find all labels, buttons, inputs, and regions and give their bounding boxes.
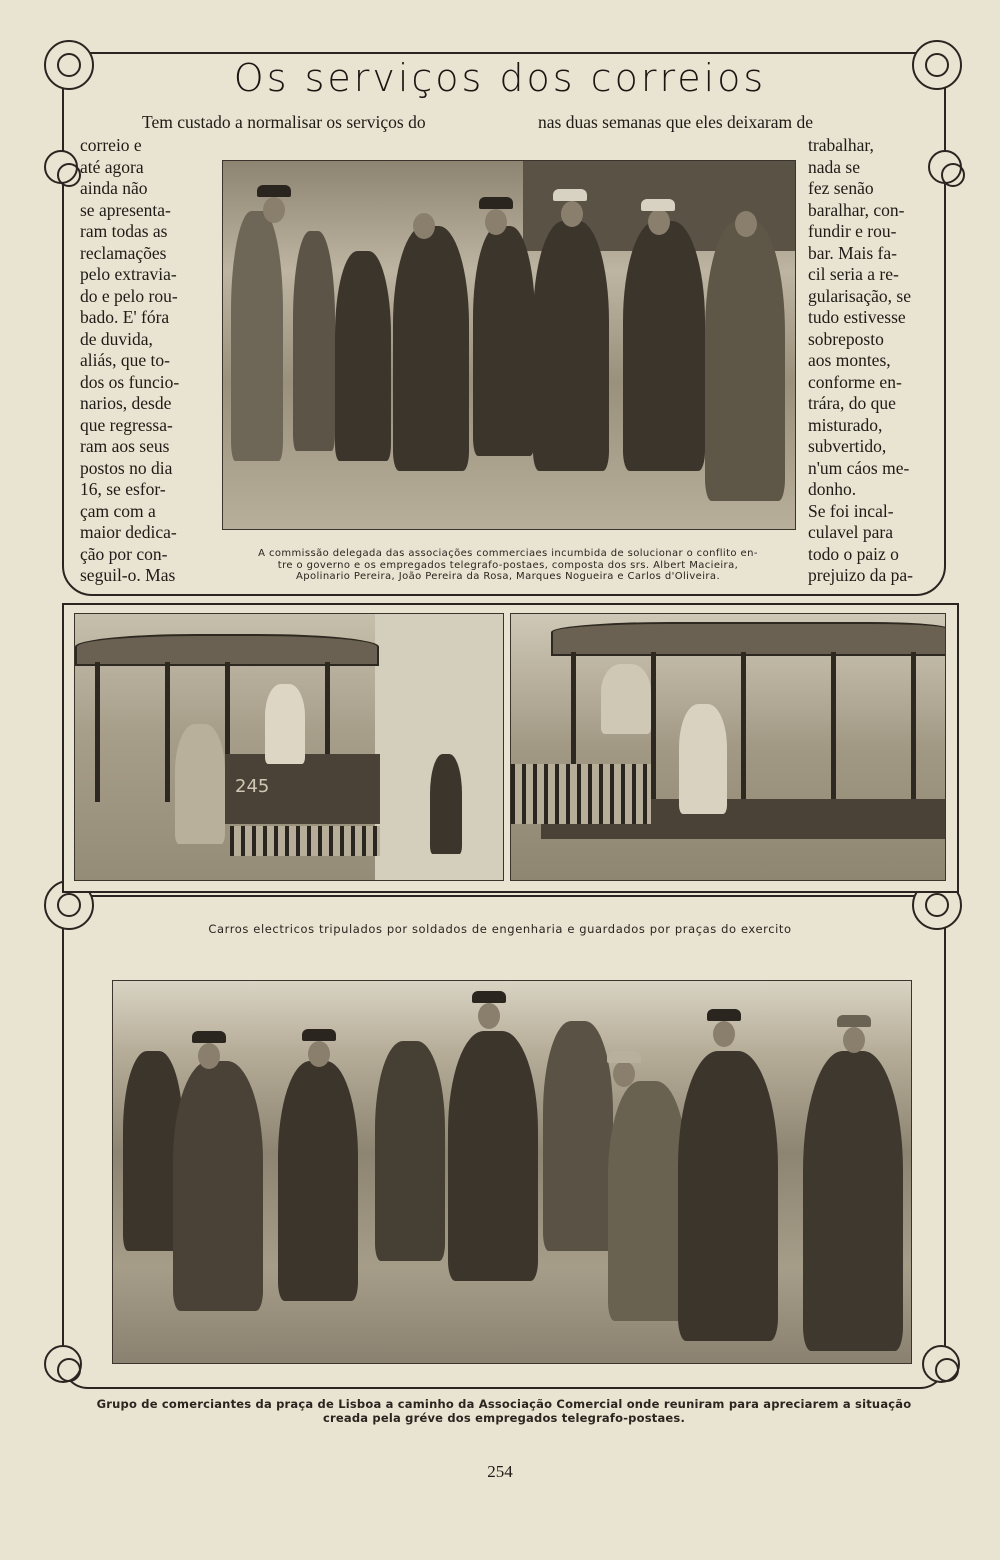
photo-head — [648, 209, 670, 235]
tram-post — [165, 662, 170, 802]
tram-post — [95, 662, 100, 802]
photo-head — [485, 209, 507, 235]
text-line: até agora — [80, 156, 144, 177]
text-line: donho. — [808, 479, 857, 499]
photo-hat — [837, 1015, 871, 1027]
photo-soldier — [175, 724, 225, 844]
text-line: do e pelo rou- — [80, 285, 178, 306]
photo-figure — [430, 754, 462, 854]
caption-merchants — [66, 1397, 942, 1425]
photo-head — [263, 197, 285, 223]
text-line: Se foi incal- — [808, 500, 894, 521]
text-line: baralhar, con- — [808, 199, 905, 220]
photo-soldier — [265, 684, 305, 764]
photo-hat — [472, 991, 506, 1003]
text-line: dos os funcio- — [80, 371, 180, 392]
tram-grille — [511, 764, 651, 824]
text-line: trára, do que — [808, 393, 896, 413]
photo-hat — [641, 199, 675, 211]
text-line: aliás, que to- — [80, 350, 170, 370]
photo-hat — [707, 1009, 741, 1021]
text-line: seguil-o. Mas — [80, 565, 176, 585]
photo-head — [561, 201, 583, 227]
photo-head — [713, 1021, 735, 1047]
photo-merchants — [112, 980, 912, 1364]
photo-soldier — [679, 704, 727, 814]
photo-hat — [192, 1031, 226, 1043]
text-line: que regressa- — [80, 414, 173, 435]
photo-figure — [448, 1031, 538, 1281]
text-line: tudo estivesse — [808, 307, 906, 327]
text-line: correio e — [80, 135, 142, 155]
tram-grille — [230, 826, 380, 856]
text-line: postos no dia — [80, 457, 173, 478]
caption-line: tre o governo e os empregados telegrafo-postaes, composta dos srs. Albert Macieira, — [277, 559, 739, 571]
text-line: pelo extravia- — [80, 264, 177, 284]
photo-figure — [473, 226, 535, 456]
photo-hat — [302, 1029, 336, 1041]
photo-head — [308, 1041, 330, 1067]
text-line: se apresenta- — [80, 199, 171, 220]
photo-head — [843, 1027, 865, 1053]
photo-head — [613, 1061, 635, 1087]
ornament-curl-top-right — [912, 40, 962, 90]
text-line: gularisação, se — [808, 285, 912, 306]
col-right-intro: nas duas semanas que eles deixaram de — [538, 112, 814, 132]
caption-trams: Carros electricos tripulados por soldados de engenharia e guardados por praças do exercito — [208, 922, 792, 936]
photo-figure — [231, 211, 283, 461]
photo-hat — [479, 197, 513, 209]
text-line: ram aos seus — [80, 436, 170, 456]
photo-head — [198, 1043, 220, 1069]
col-left-text — [80, 135, 208, 587]
ornament-curl-left — [44, 150, 78, 184]
text-line: subvertido, — [808, 436, 887, 456]
tram-post — [911, 652, 916, 802]
text-line: nada se — [808, 156, 860, 177]
page-title: Os serviços dos correios — [233, 56, 767, 100]
photo-hat — [257, 185, 291, 197]
text-line: bado. E' fóra — [80, 307, 170, 327]
caption-line: Apolinario Pereira, João Pereira da Rosa, Marques Nogueira e Carlos d'Oliveira. — [295, 571, 721, 582]
text-line: fez senão — [808, 178, 874, 198]
ornament-curl-foot-left — [44, 1345, 82, 1383]
photo-commission — [222, 160, 796, 530]
text-line: misturado, — [808, 414, 883, 435]
text-line: todo o paiz o — [808, 543, 899, 564]
text-line: narios, desde — [80, 393, 172, 413]
photo-figure — [278, 1061, 358, 1301]
tram-roof — [551, 622, 946, 656]
text-line: n'um cáos me- — [808, 457, 910, 478]
text-line: 16, se esfor- — [80, 479, 166, 499]
ornament-curl-foot-right — [922, 1345, 960, 1383]
text-line: cil seria a re- — [808, 264, 899, 284]
text-line: de duvida, — [80, 328, 153, 349]
page-number: 254 — [487, 1462, 513, 1481]
col-left-intro: Tem custado a normalisar os serviços do — [142, 112, 426, 132]
col-right-text — [808, 135, 940, 587]
photo-figure — [173, 1061, 263, 1311]
photo-figure — [543, 1021, 613, 1251]
text-line: ainda não — [80, 178, 148, 198]
photo-head — [413, 213, 435, 239]
tram-number: 245 — [235, 776, 270, 797]
text-line: bar. Mais fa- — [808, 242, 897, 263]
photo-figure — [705, 221, 785, 501]
photo-head — [735, 211, 757, 237]
photo-figure — [533, 221, 609, 471]
text-line: trabalhar, — [808, 135, 874, 155]
text-line: reclamações — [80, 242, 167, 263]
photo-figure — [803, 1051, 903, 1351]
photo-figure — [623, 221, 705, 471]
photo-hat — [607, 1051, 641, 1063]
photo-tram-right — [510, 613, 946, 881]
photo-figure — [335, 251, 391, 461]
caption-line: A commissão delegada das associações commerciaes incumbida de solucionar o conflito en- — [258, 548, 758, 559]
tram-post — [651, 652, 656, 802]
tram-front — [225, 754, 380, 824]
photo-figure — [375, 1041, 445, 1261]
text-line: ram todas as — [80, 221, 168, 241]
text-line: ção por con- — [80, 543, 168, 564]
caption-line: Grupo de comerciantes da praça de Lisboa a caminho da Associação Comercial onde reuniram para apreciarem a situação — [96, 1397, 912, 1411]
text-line: aos montes, — [808, 350, 891, 370]
caption-line: creada pela gréve dos empregados telegrafo-postaes. — [322, 1411, 686, 1425]
tram-post — [831, 652, 836, 802]
caption-commission — [228, 548, 788, 583]
text-line: sobreposto — [808, 328, 884, 349]
photo-tram-left — [74, 613, 504, 881]
text-line: prejuizo da pa- — [808, 565, 913, 585]
text-line: culavel para — [808, 522, 894, 542]
photo-hat — [553, 189, 587, 201]
photo-figure — [293, 231, 335, 451]
tram-post — [741, 652, 746, 802]
text-line: çam com a — [80, 500, 156, 521]
photo-head — [478, 1003, 500, 1029]
photo-figure — [678, 1051, 778, 1341]
photo-figure — [393, 226, 469, 471]
text-line: maior dedica- — [80, 522, 177, 542]
text-line: fundir e rou- — [808, 221, 897, 241]
text-line: conforme en- — [808, 371, 902, 392]
photo-figure — [601, 664, 651, 734]
photo-figure — [608, 1081, 688, 1321]
ornament-curl-top-left — [44, 40, 94, 90]
